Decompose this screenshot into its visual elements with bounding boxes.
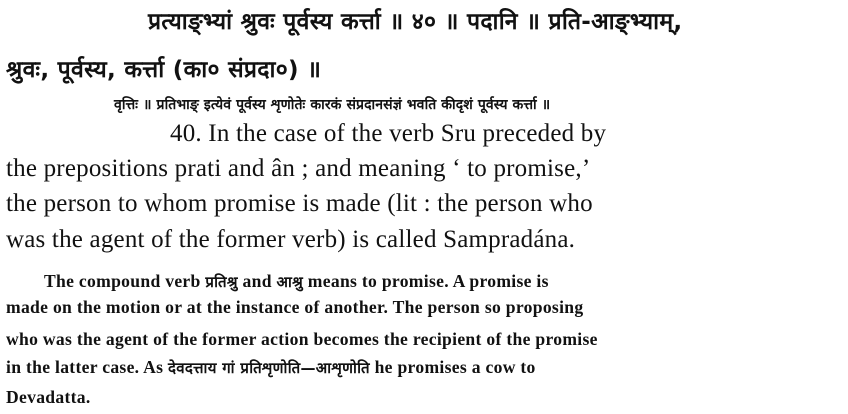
sutra-line-1: प्रत्याङ्भ्यां श्रुवः पूर्वस्य कर्त्ता ॥ ४० ॥ पदानि ॥ प्रति-आङ्भ्याम्, bbox=[148, 9, 683, 35]
commentary-line-1 bbox=[44, 271, 549, 292]
devanagari-term: आश्रु bbox=[276, 273, 304, 291]
devanagari-example: देवदत्ताय गां प्रतिशृणोति—आशृणोति bbox=[167, 359, 370, 377]
sutra-line-2: श्रुवः, पूर्वस्य, कर्त्ता (का० संप्रदा०) ॥ bbox=[6, 57, 322, 83]
commentary-line-3: who was the agent of the former action becomes the recipient of the promise bbox=[6, 329, 598, 349]
commentary-text: The compound verb bbox=[44, 271, 201, 291]
commentary-text: in the latter case. As bbox=[6, 357, 164, 377]
translation-line-2: the prepositions prati and ân ; and meaning ‘ to promise,’ bbox=[6, 155, 591, 182]
commentary-line-5: Devadatta. bbox=[6, 387, 91, 407]
translation-line-3: the person to whom promise is made (lit : the person who bbox=[6, 190, 593, 217]
devanagari-term: प्रतिश्रु bbox=[205, 273, 238, 291]
translation-line-1: 40. In the case of the verb Sru preceded by bbox=[170, 120, 607, 147]
commentary-text: means to promise. A promise is bbox=[307, 271, 549, 291]
commentary-text: he promises a cow to bbox=[374, 357, 536, 377]
vritti-line: वृत्तिः ॥ प्रतिभाङ् इत्येवं पूर्वस्य शृणोतेः कारकं संप्रदानसंज्ञं भवति कीदृशं पूर्वस्य कर्त्ता ॥ bbox=[114, 97, 551, 113]
commentary-line-4 bbox=[6, 357, 536, 378]
translation-line-4: was the agent of the former verb) is called Sampradána. bbox=[6, 226, 576, 253]
commentary-line-2: made on the motion or at the instance of another. The person so proposing bbox=[6, 297, 584, 317]
commentary-text: and bbox=[242, 271, 272, 291]
